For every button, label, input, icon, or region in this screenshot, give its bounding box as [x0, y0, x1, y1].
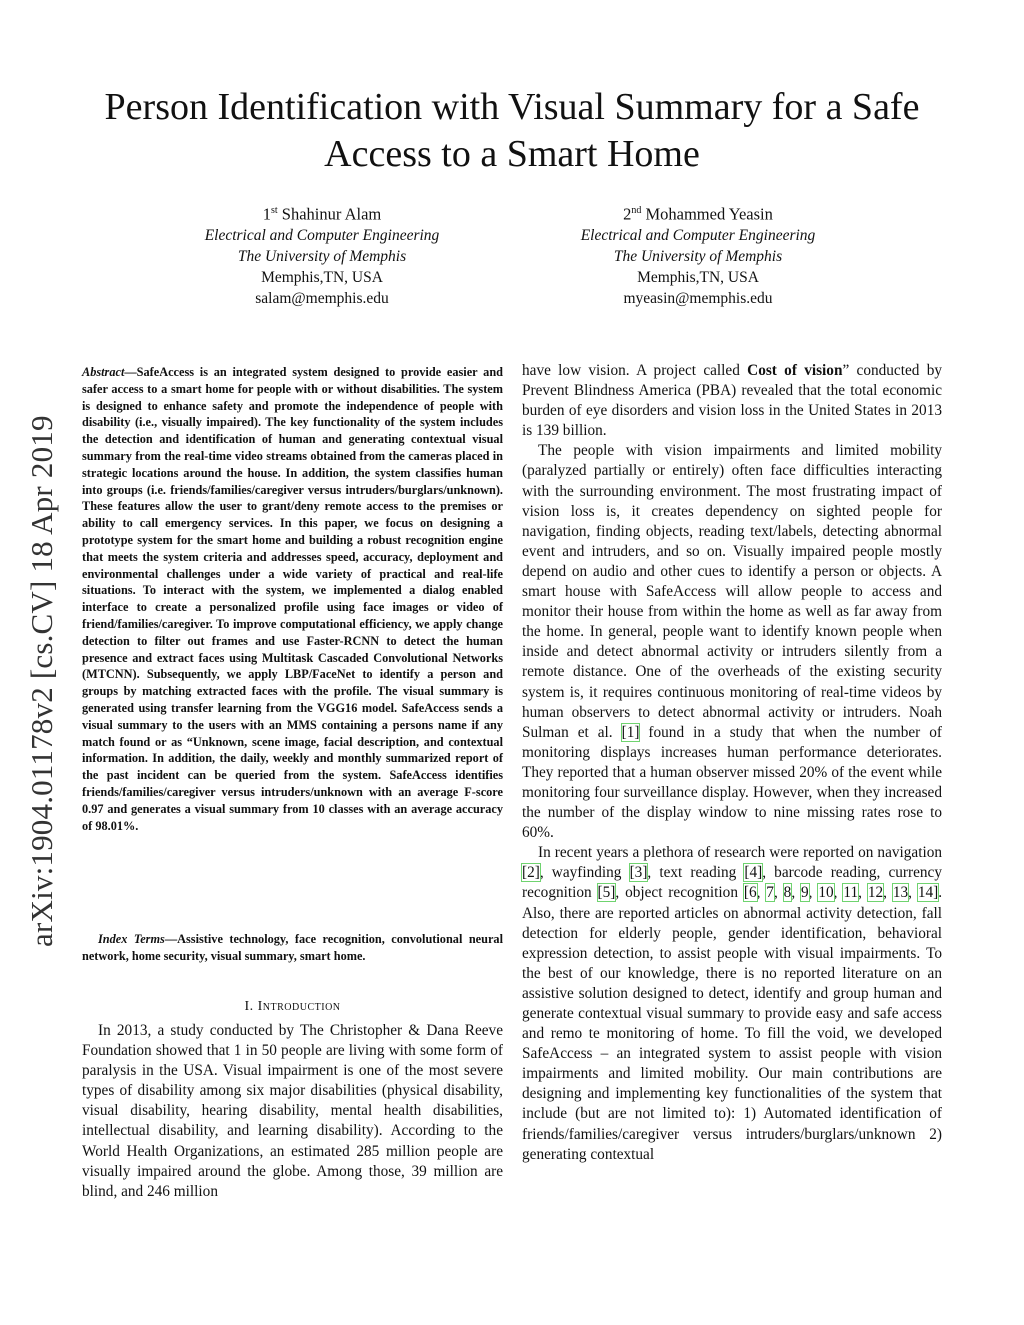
author-location: Memphis,TN, USA	[637, 268, 759, 286]
abstract-label: Abstract	[82, 365, 125, 379]
citation-link[interactable]: [4]	[744, 864, 763, 882]
index-terms-text: —Assistive technology, face recognition, convolutional neural network, home security, visual summary, smart home.	[82, 932, 503, 963]
citation-link[interactable]: [5]	[597, 884, 616, 902]
citation-link[interactable]: 13	[892, 884, 909, 902]
paragraph-cost-of-vision: have low vision. A project called Cost of vision” conducted by Prevent Blindness America (PBA) revealed that the total economic burden of eye disorders and vision loss in the United States in 2013 is 139 billion.	[522, 362, 942, 440]
author-department: Electrical and Computer Engineering	[580, 226, 816, 244]
author-location: Memphis,TN, USA	[261, 268, 383, 286]
author-email[interactable]: salam@memphis.edu	[255, 289, 389, 307]
citation-link[interactable]: 12	[867, 884, 884, 902]
paragraph-vision-impairments: The people with vision impairments and limited mobility (paralyzed partially or entirely) often face difficulties interacting with the surrounding environment. The most frustrating impact of vision loss is, it creates dependency on sighted people for navigation, finding objects, reading text/labels, detecting abnormal event and intruders, and so on. Visually impaired people mostly depend on audio and other cues to identify a person or objects. A smart house with SafeAccess will allow people to access and monitor their house from within the home as well as far away from the home. In general, people want to identify known people when inside and detect abnormal activity or intruders silently from a remote distance. One of the overheads of the existing security system is, it requires continuous monitoring of real-time videos by human observers to detect abnormal activity or intruders. Noah Sulman et al. [1] found in a study that when the number of monitoring displays increases human performance deteriorates. They reported that a human observer missed 20% of the event while monitoring four surveillance display. However, when they increased the number of the display window to nine missing rates rose to 60%.	[522, 442, 943, 842]
citation-link[interactable]: [3]	[629, 864, 648, 882]
author-institution: The University of Memphis	[237, 247, 407, 265]
section-heading: I. Introduction	[244, 999, 341, 1014]
abstract	[82, 364, 503, 834]
citation-link[interactable]: 7	[766, 884, 774, 902]
citation-link[interactable]: 14]	[917, 884, 939, 902]
abstract-text: —SafeAccess is an integrated system designed to provide easier and safer access to a smart home for people with or without disabilities. The system is designed to enhance safety and promote the independence of people with disability (i.e., visually impaired). The key functionality of the system includes the detection and identification of human and generating contextual visual summary from the real-time video streams obtained from the cameras placed in strategic locations around the house. In addition, the system classifies human into groups (i.e. friends/families/caregiver versus intruders/burglars/unknown). These features allow the user to grant/deny remote access to the premises or ability to call emergency services. In this paper, we focus on designing a prototype system for the smart home and building a robust recognition engine that meets the system criteria and addresses speed, accuracy, deployment and environmental challenges under a wide variety of practical and real-life situations. To interact with the system, we implemented a dialog enabled interface to create a personalized profile using face images or video of friend/families/caregiver. To improve computational efficiency, we apply change detection to filter out frames and use Faster-RCNN to detect the human presence and extract faces using Multitask Cascaded Convolutional Networks (MTCNN). Subsequently, we apply LBP/FaceNet to identify a person and groups by matching extracted faces with the profile. The visual summary is generated using transfer learning from the VGG16 model. SafeAccess sends a visual summary to the users with an MMS containing a persons name if any match found or as “Unknown, scene image, facial description, and contextual information. In addition, the daily, weekly and monthly summarized report of the past incident can be queried from the system. SafeAccess identifies friends/families/caregiver versus intruders/unknown with an average F-score 0.97 and generates a visual summary from 10 classes with an average accuracy of 98.01%.	[82, 365, 503, 833]
right-column	[522, 361, 942, 1165]
author-block-1	[162, 200, 482, 309]
author-email[interactable]: myeasin@memphis.edu	[623, 289, 773, 307]
index-terms-label: Index Terms	[98, 932, 165, 946]
citation-link[interactable]: [2]	[522, 864, 540, 882]
index-terms	[82, 931, 503, 965]
author-block-2	[538, 200, 858, 309]
paper-title: Person Identification with Visual Summary for a Safe Access to a Smart Home	[104, 86, 920, 175]
citation-link[interactable]: 10	[818, 884, 834, 902]
author-institution: The University of Memphis	[613, 247, 783, 265]
author-name: 1st Shahinur Alam	[262, 204, 382, 224]
author-name: 2nd Mohammed Yeasin	[623, 204, 773, 224]
intro-paragraph: In 2013, a study conducted by The Christopher & Dana Reeve Foundation showed that 1 in 50 people are living with some form of paralysis in the USA. Visual impairment is one of the most severe types of disability among six major disabilities (physical disability, visual disability, hearing disability, mental health disabilities, intellectual disability, and learning disability). According to the World Health Organizations, an estimated 285 million people are visually impaired around the globe. Among those, 39 million are blind, and 246 million	[82, 1022, 503, 1200]
paragraph-related-research: In recent years a plethora of research were reported on navigation [2], wayfinding [3], text reading [4], barcode reading, currency recognition [5], object recognition [6, 7, 8, 9, 10, 11, 12, 13, 14]. Also, there are reported articles on abnormal activity detection, fall detection for elderly people, gender identification, behavioral expression detection, to assist people with visual impairments. To the best of our knowledge, there is no reported literature on an assistive solution designed to detect, identify and group human and generate contextual visual summary to provide easy and safe access and remo te monitoring of home. To fill the void, we developed SafeAccess – an integrated system to assist people with vision impairments and limited mobility. Our main contributions are designing and implementing key functionalities of the system that include (but are not limited to): 1) Automated identification of friends/families/caregiver versus intruders/burglars/unknown 2) generating contextual	[522, 844, 943, 1163]
citation-link[interactable]: 8	[783, 884, 792, 902]
author-department: Electrical and Computer Engineering	[204, 226, 440, 244]
citation-link[interactable]: 11	[843, 884, 859, 902]
arxiv-identifier: arXiv:1904.01178v2 [cs.CV] 18 Apr 2019	[24, 415, 59, 947]
citation-link[interactable]: 9	[801, 884, 809, 902]
citation-link[interactable]: [1]	[621, 723, 640, 741]
citation-link[interactable]: [6	[743, 884, 757, 902]
